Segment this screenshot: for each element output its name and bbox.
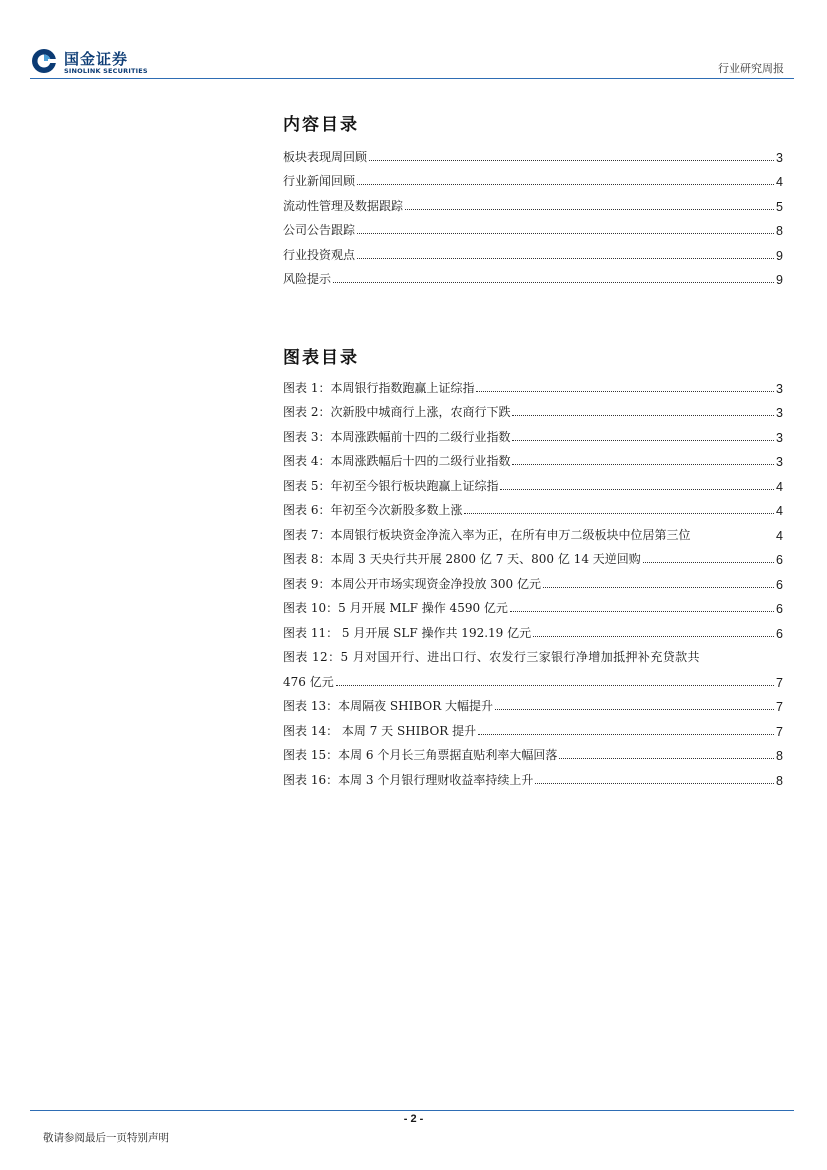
figure-item-label: 图表 15：本周 6 个月长三角票据直贴利率大幅回落 <box>283 748 558 762</box>
toc-leader <box>510 611 774 612</box>
figure-item[interactable] <box>283 469 783 494</box>
toc-leader <box>369 160 774 161</box>
toc-item-page: 9 <box>776 248 783 263</box>
toc-leader <box>357 233 774 234</box>
figure-item-page: 7 <box>776 724 783 739</box>
toc-item-label: 板块表现周回顾 <box>283 149 368 164</box>
figure-item-label: 图表 12：5 月对国开行、进出口行、农发行三家银行净增加抵押补充贷款共 <box>283 650 700 664</box>
figure-item-page: 6 <box>776 626 783 641</box>
toc-leader <box>512 440 774 441</box>
figure-item[interactable] <box>283 739 783 764</box>
toc-item[interactable] <box>283 189 783 214</box>
toc-leader <box>336 685 774 686</box>
toc-leader <box>357 184 774 185</box>
figure-item-label: 图表 13：本周隔夜 SHIBOR 大幅提升 <box>283 699 494 713</box>
toc-leader <box>476 391 774 392</box>
figure-item[interactable] <box>283 445 783 470</box>
contents-list <box>283 140 783 287</box>
toc-leader <box>405 209 774 210</box>
figure-item-page: 6 <box>776 553 783 567</box>
figure-item-page: 3 <box>776 381 783 396</box>
page-number: - 2 - <box>403 1113 424 1125</box>
figure-item-page: 3 <box>776 430 783 445</box>
toc-item[interactable] <box>283 165 783 190</box>
figure-item-label: 图表 4：本周涨跌幅后十四的二级行业指数 <box>283 454 511 468</box>
toc-item[interactable] <box>283 214 783 239</box>
figures-title: 图表目录 <box>283 348 359 368</box>
toc-item-page: 5 <box>776 199 783 214</box>
toc-leader <box>535 783 774 784</box>
toc-item[interactable] <box>283 140 783 165</box>
figure-item[interactable] <box>283 641 783 666</box>
toc-item-label: 流动性管理及数据跟踪 <box>283 198 404 213</box>
figure-item-label: 图表 5：年初至今银行板块跑赢上证综指 <box>283 478 499 493</box>
figure-item-page: 3 <box>776 455 783 469</box>
toc-leader <box>478 734 774 735</box>
figure-item-page: 7 <box>776 700 783 714</box>
sinolink-logo-icon <box>31 48 57 74</box>
figure-item[interactable] <box>283 518 783 543</box>
figure-item[interactable] <box>283 420 783 445</box>
figure-item-label: 图表 8：本周 3 天央行共开展 2800 亿 7 天、800 亿 14 天逆回购 <box>283 552 641 566</box>
figure-item-label: 图表 3：本周涨跌幅前十四的二级行业指数 <box>283 429 511 444</box>
figure-item[interactable] <box>283 494 783 519</box>
report-type: 行业研究周报 <box>718 62 784 75</box>
figure-item-label: 图表 11： 5 月开展 SLF 操作共 192.19 亿元 <box>283 625 532 640</box>
contents-title: 内容目录 <box>283 115 359 135</box>
toc-leader <box>533 636 774 637</box>
toc-item-label: 风险提示 <box>283 272 332 286</box>
figure-item-page: 6 <box>776 577 783 592</box>
figure-item-label: 图表 14： 本周 7 天 SHIBOR 提升 <box>283 723 477 738</box>
page-header <box>0 0 827 82</box>
footer-disclaimer: 敬请参阅最后一页特别声明 <box>43 1132 169 1144</box>
toc-item[interactable] <box>283 238 783 263</box>
figures-list <box>283 371 783 788</box>
figure-item[interactable] <box>283 592 783 617</box>
figure-item-label: 图表 16：本周 3 个月银行理财收益率持续上升 <box>283 772 534 787</box>
figure-item[interactable] <box>283 616 783 641</box>
figure-item-label: 图表 1：本周银行指数跑赢上证综指 <box>283 380 475 395</box>
figure-item[interactable] <box>283 371 783 396</box>
figure-item[interactable] <box>283 763 783 788</box>
figure-item-page: 4 <box>776 504 783 518</box>
toc-item-page: 4 <box>776 175 783 189</box>
figure-item-page: 4 <box>776 479 783 494</box>
figure-item-continuation[interactable] <box>283 665 783 690</box>
figure-item-page: 3 <box>776 406 783 420</box>
toc-item-label: 行业新闻回顾 <box>283 174 356 188</box>
toc-item[interactable] <box>283 263 783 288</box>
figure-item[interactable] <box>283 714 783 739</box>
toc-leader <box>512 415 774 416</box>
toc-leader <box>500 489 774 490</box>
toc-leader <box>559 758 774 759</box>
header-divider <box>30 78 794 79</box>
figure-item-label: 476 亿元 <box>283 674 334 689</box>
toc-leader <box>464 513 774 514</box>
toc-item-label: 公司公告跟踪 <box>283 223 356 237</box>
brand-name-en: SINOLINK SECURITIES <box>64 67 148 75</box>
toc-leader <box>333 282 774 283</box>
footer-divider <box>30 1110 794 1111</box>
figure-item-label: 图表 7：本周银行板块资金净流入率为正，在所有申万二级板块中位居第三位 <box>283 527 691 542</box>
figure-item-page: 7 <box>776 675 783 690</box>
company-logo <box>31 46 151 78</box>
toc-item-page: 8 <box>776 224 783 238</box>
toc-leader <box>643 562 774 563</box>
figure-item[interactable] <box>283 396 783 421</box>
figure-item-label: 图表 10：5 月开展 MLF 操作 4590 亿元 <box>283 601 508 615</box>
toc-item-page: 3 <box>776 150 783 165</box>
figure-item[interactable] <box>283 567 783 592</box>
brand-name-cn: 国金证券 <box>64 50 129 68</box>
figure-item[interactable] <box>283 690 783 715</box>
figure-item-page: 8 <box>776 749 783 763</box>
toc-item-page: 9 <box>776 273 783 287</box>
figure-item[interactable] <box>283 543 783 568</box>
toc-leader <box>543 587 774 588</box>
figure-item-page: 8 <box>776 773 783 788</box>
figure-item-label: 图表 2：次新股中城商行上涨，农商行下跌 <box>283 405 511 419</box>
figure-item-page: 6 <box>776 602 783 616</box>
toc-item-label: 行业投资观点 <box>283 247 356 262</box>
toc-leader <box>512 464 774 465</box>
figure-item-page: 4 <box>776 528 783 543</box>
figure-item-label: 图表 6：年初至今次新股多数上涨 <box>283 503 463 517</box>
toc-leader <box>495 709 774 710</box>
toc-leader <box>357 258 774 259</box>
figure-item-label: 图表 9：本周公开市场实现资金净投放 300 亿元 <box>283 576 541 591</box>
